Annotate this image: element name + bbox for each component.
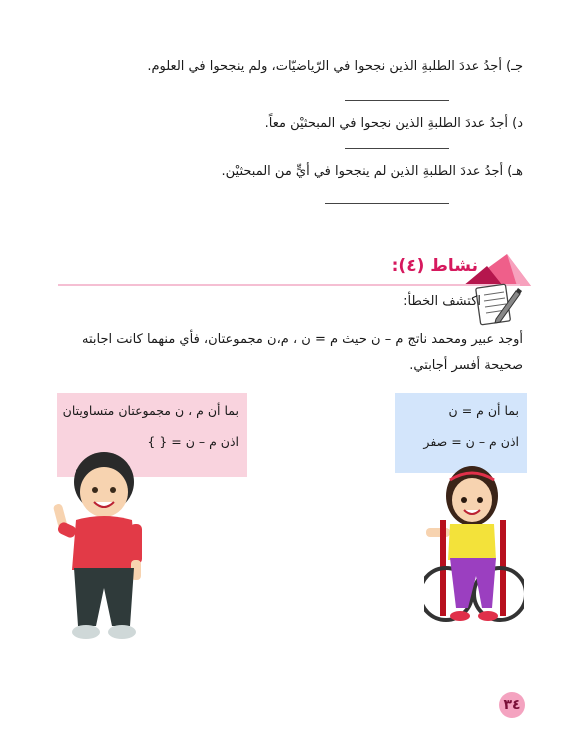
activity-paragraph: أوجد عبير ومحمد ناتج م – ن حيث م = ن ، م،ن مجموعتان، فأي منهما كانت اجابته صحيحة أفسر أجابتي. [82,332,523,373]
muhammad-line-1: بما أن م ، ن مجموعتان متساويتان [62,403,239,418]
activity-subtitle: اكتشف الخطأ: [403,294,481,309]
divider [58,284,520,286]
answer-line-d[interactable] [345,148,449,149]
answer-line-c[interactable] [345,100,449,101]
abeer-line-2: اذن م – ن = صفر [423,434,519,449]
activity-title: نشاط (٤): [391,256,478,276]
question-c: جـ) أجدُ عددَ الطلبةِ الذين نجحوا في الرّياضيّات، ولم ينجحوا في العلوم. [147,59,523,74]
boy-illustration [42,442,154,642]
girl-wheelchair-illustration [424,458,524,636]
abeer-line-1: بما أن م = ن [448,403,519,418]
answer-line-e[interactable] [325,203,449,204]
question-e: هـ) أجدُ عددَ الطلبةِ الذين لم ينجحوا في أيٍّ من المبحثيْن. [221,164,523,179]
question-d: د) أجدُ عددَ الطلبةِ الذين نجحوا في المبحثيْن معاً. [264,116,523,131]
page-number: ٣٤ [499,692,525,718]
notebook-pencil-icon [474,283,522,327]
muhammad-line-2: اذن م – ن = { } [147,434,239,449]
